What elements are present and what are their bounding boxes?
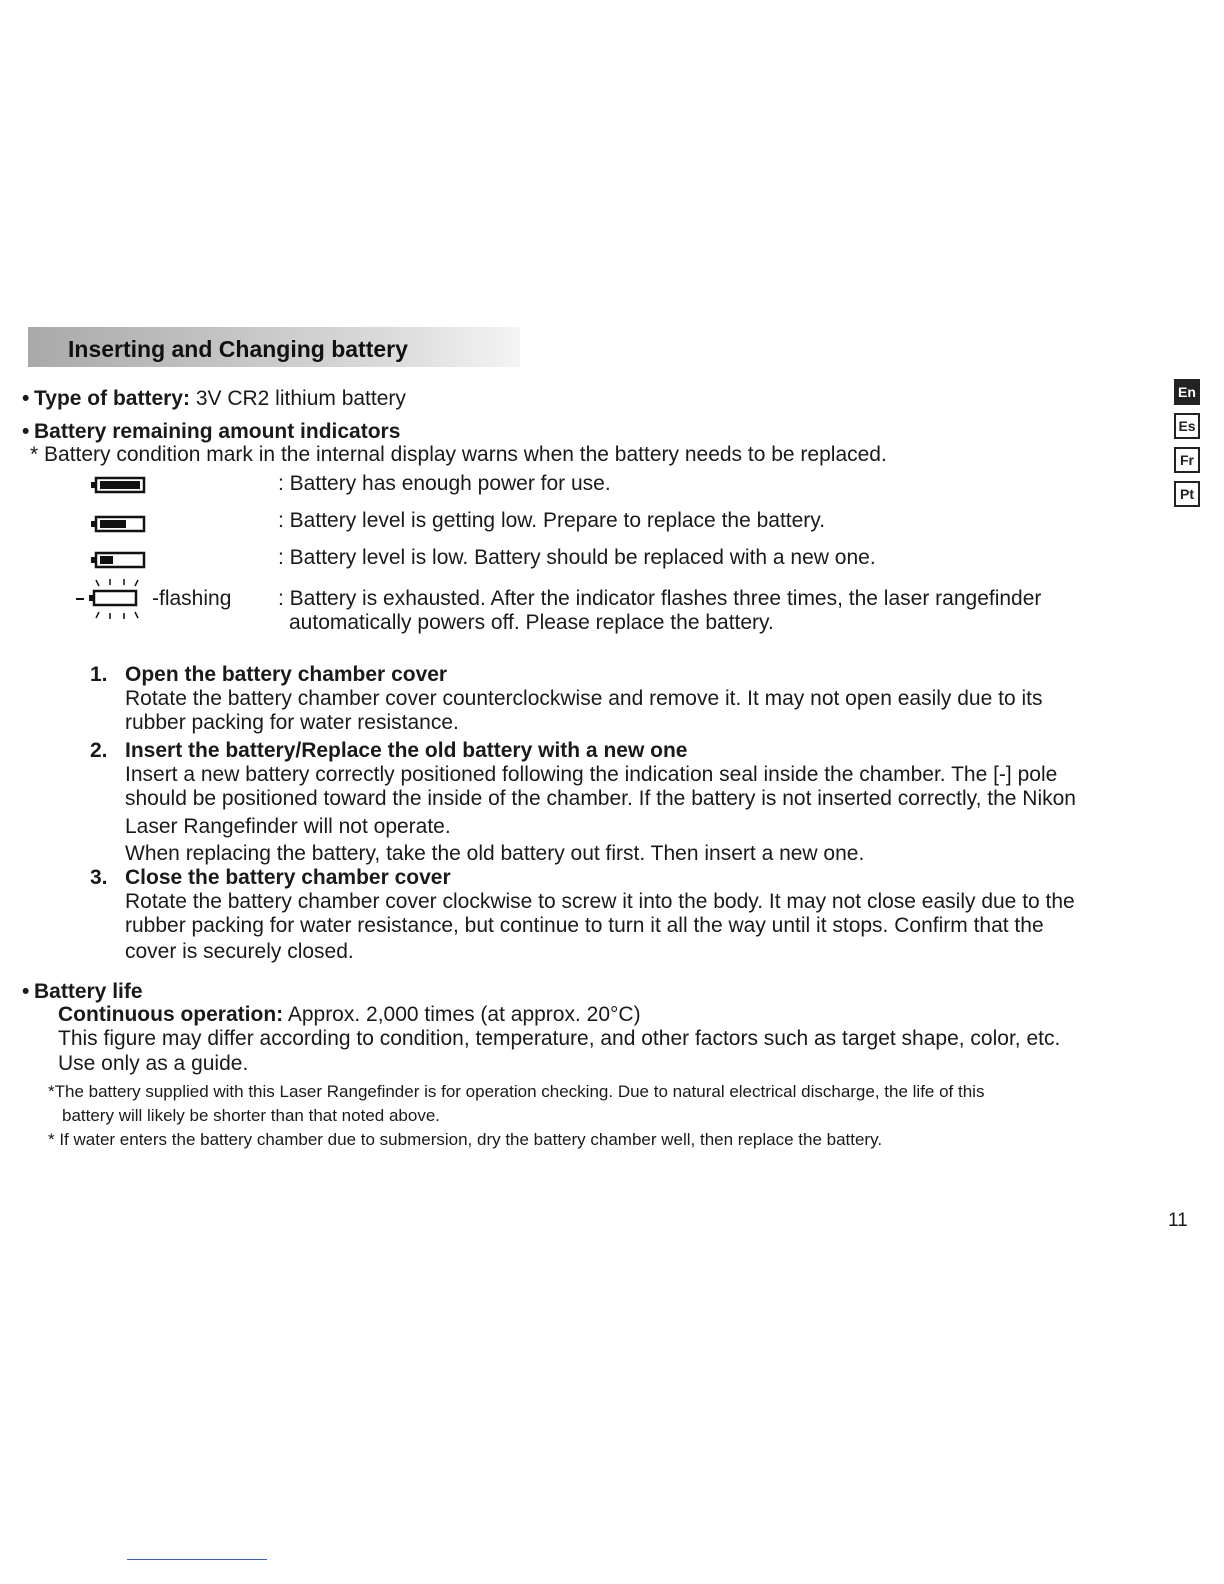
battery-two-thirds-icon [90,515,146,533]
battery-full-icon [90,476,146,494]
battery-type-value: 3V CR2 lithium battery [195,387,406,410]
step-line: Laser Rangefinder will not operate. [125,815,451,838]
section-title: Inserting and Changing battery [68,336,408,362]
step-line: rubber packing for water resistance, but continue to turn it all the way until it stops. Confirm that the [125,914,1044,937]
step-title: Close the battery chamber cover [125,866,451,889]
battery-type-label: Type of battery: [34,387,190,410]
indicator-text-full: : Battery has enough power for use. [278,472,611,495]
battery-life-line: This figure may differ according to condition, temperature, and other factors such as target shape, color, etc. [58,1027,1061,1050]
indicator-text-empty-cont: automatically powers off. Please replace the battery. [289,611,774,634]
flashing-label: -flashing [152,587,232,610]
step-line: Rotate the battery chamber cover counterclockwise and remove it. It may not open easily due to its [125,687,1043,710]
step-number: 3. [90,866,108,889]
continuous-operation-label: Continuous operation: [58,1003,284,1026]
indicator-text-empty: : Battery is exhausted. After the indicator flashes three times, the laser rangefinder [278,587,1042,610]
step-title: Open the battery chamber cover [125,663,448,686]
step-line: should be positioned toward the inside of the chamber. If the battery is not inserted correctly, the Nikon [125,787,1076,810]
footnote: battery will likely be shorter than that noted above. [62,1106,440,1125]
step-title: Insert the battery/Replace the old battery with a new one [125,739,688,762]
battery-life-line: Use only as a guide. [58,1052,249,1075]
indicators-note: * Battery condition mark in the internal display warns when the battery needs to be replaced. [30,443,887,466]
step-line: When replacing the battery, take the old battery out first. Then insert a new one. [125,842,865,865]
indicator-text-two-thirds: : Battery level is getting low. Prepare to replace the battery. [278,509,826,532]
language-tab-pt[interactable]: Pt [1174,481,1200,507]
language-tab-fr[interactable]: Fr [1174,447,1200,473]
step-number: 1. [90,663,108,686]
step-line: cover is securely closed. [125,940,354,963]
bullet: • [22,387,30,410]
step-line: Insert a new battery correctly positioned following the indication seal inside the chamber. The [-] pole [125,763,1058,786]
battery-empty-flashing-icon [74,578,156,620]
footnote: * If water enters the battery chamber due to submersion, dry the battery chamber well, then replace the battery. [48,1130,883,1149]
bullet: • [22,420,30,443]
continuous-operation-line [58,1003,641,1027]
step-number: 2. [90,739,108,762]
battery-type-line [22,387,406,411]
footer-rule [127,1559,267,1560]
continuous-operation-value: Approx. 2,000 times (at approx. 20°C) [287,1003,641,1026]
indicators-heading-line [22,420,400,444]
bullet: • [22,980,30,1003]
indicators-heading: Battery remaining amount indicators [34,420,401,443]
battery-life-heading-line [22,980,143,1004]
battery-one-third-icon [90,551,146,569]
language-tab-es[interactable]: Es [1174,413,1200,439]
step-line: Rotate the battery chamber cover clockwise to screw it into the body. It may not close easily due to the [125,890,1075,913]
indicator-text-one-third: : Battery level is low. Battery should be replaced with a new one. [278,546,876,569]
page-number: 11 [1168,1210,1188,1231]
language-tab-en[interactable]: En [1174,379,1200,405]
step-line: rubber packing for water resistance. [125,711,459,734]
battery-life-heading: Battery life [34,980,143,1003]
footnote: *The battery supplied with this Laser Rangefinder is for operation checking. Due to natural electrical discharge, the life of this [48,1082,985,1101]
